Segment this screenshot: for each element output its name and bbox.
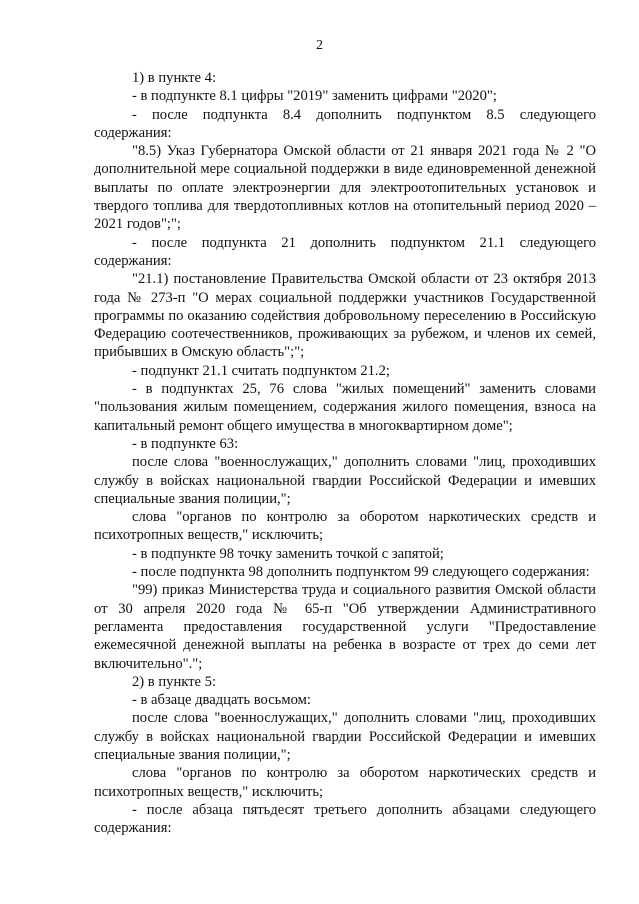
paragraph: - после подпункта 21 дополнить подпунктом 21.1 следующего содержания: <box>94 234 596 269</box>
paragraph: после слова "военнослужащих," дополнить словами "лиц, проходивших службу в войсках национальной гвардии Российской Федерации и имевших специальные звания полиции,"; <box>94 454 596 507</box>
paragraph: - подпункт 21.1 считать подпунктом 21.2; <box>132 362 390 379</box>
paragraph: слова "органов по контролю за оборотом наркотических средств и психотропных веществ," исключить; <box>94 509 596 544</box>
paragraph: "21.1) постановление Правительства Омской области от 23 октября 2013 года № 273-п "О мерах социальной поддержки участников Государственной программы по оказанию содействия добровольному переселению в Российскую Федерацию соотечественников, проживающих за рубежом, и членов их семей, прибывших в Омскую область";"; <box>94 271 596 361</box>
paragraph: "99) приказ Министерства труда и социального развития Омской области от 30 апреля 2020 года № 65-п "Об утверждении Административного регламента предоставления государственной услуги "Предоставление ежемесячной денежной выплаты на ребенка в возрасте от трех до семи лет включительно"."; <box>94 582 596 672</box>
paragraph: 1) в пункте 4: <box>132 70 217 86</box>
document-body <box>94 69 596 837</box>
paragraph: - в подпунктах 25, 76 слова "жилых помещений" заменить словами "пользования жилым помещением, содержания жилого помещения, взноса на капитальный ремонт общего имущества в многоквартирном доме"; <box>94 381 596 434</box>
paragraph: - после подпункта 8.4 дополнить подпунктом 8.5 следующего содержания: <box>94 106 596 141</box>
paragraph: слова "органов по контролю за оборотом наркотических средств и психотропных веществ," исключить; <box>94 765 596 800</box>
paragraph: "8.5) Указ Губернатора Омской области от 21 января 2021 года № 2 "О дополнительной мере социальной поддержки в виде единовременной денежной выплаты по оплате электроэнергии для электроотопительных установок и твердого топлива для твердотопливных котлов на отопительный период 2020 – 2021 годов";"; <box>94 143 596 233</box>
paragraph: - в подпункте 98 точку заменить точкой с запятой; <box>132 545 444 562</box>
paragraph: - в подпункте 8.1 цифры "2019" заменить цифрами "2020"; <box>132 88 497 105</box>
paragraph: - в абзаце двадцать восьмом: <box>132 692 311 709</box>
paragraph: - после подпункта 98 дополнить подпунктом 99 следующего содержания: <box>132 564 590 581</box>
page-number: 2 <box>316 38 323 53</box>
paragraph: - после абзаца пятьдесят третьего дополнить абзацами следующего содержания: <box>94 801 596 837</box>
paragraph: 2) в пункте 5: <box>132 673 217 690</box>
paragraph: - в подпункте 63: <box>132 435 239 452</box>
paragraph: после слова "военнослужащих," дополнить словами "лиц, проходивших службу в войсках национальной гвардии Российской Федерации и имевших специальные звания полиции,"; <box>94 710 596 763</box>
